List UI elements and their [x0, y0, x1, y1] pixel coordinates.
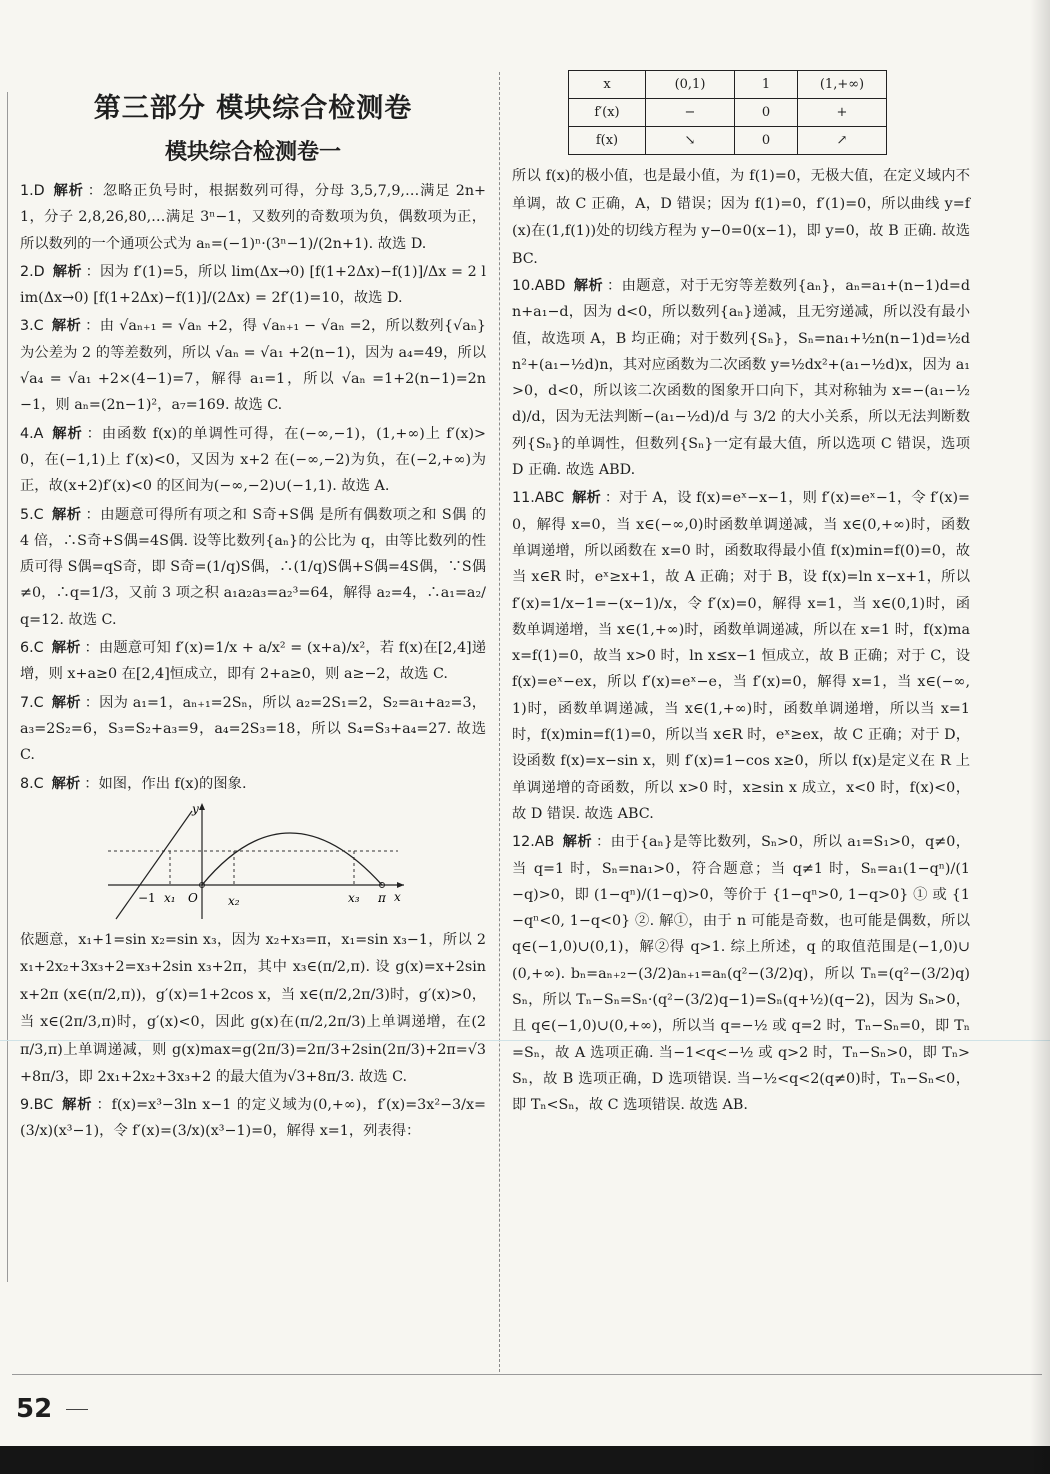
answer-item: 11.ABC 解析 ：对于 A，设 f(x)=eˣ−x−1，则 f′(x)=eˣ−1，令 f′(x)=0，解得 x=0，当 x∈(−∞,0)时函数单调递减，当 x∈(0,+∞)时，函数单调递增，所以函数在 x=0 时，函数取得最小值 f(x)min=f(0)=0，故当 x∈R 时，eˣ≥x+1，故 A 正确；对于 B，设 f(x)=ln x−x+1，所以 f′(x)=1/x−1=−(x−1)/x，令 f′(x)=0，解得 x=1，当 x∈(0,1)时，函数单调递增，当 x∈(1,+∞)时，函数单调递减，所以在 x=1 时，f(x)max=f(1)=0，故当 x>0 时，ln x≤x−1 恒成立，故 B 正确；对于 C，设 f(x)=eˣ−ex，所以 f′(x)=eˣ−e，当 f′(x)=0，解得 x=1，当 x∈(−∞,1)时，函数单调递减，当 x∈(1,+∞)时，函数单调递增，所以当 x=1 时，f(x)min=f(1)=0，所以当 x∈R 时，eˣ≥ex，故 C 正确；对于 D，设函数 f(x)=x−sin x，则 f′(x)=1−cos x≥0，所以 f(x)是定义在 R 上单调递增的奇函数，所以 x>0 时，x≥sin x 成立，x<0 时，f(x)<0，故 D 错误. 故选 ABC. [512, 490, 971, 822]
answer-number: 6.C [20, 640, 44, 657]
answer-number: 7.C [20, 694, 44, 711]
table-cell: (1,+∞) [798, 71, 887, 99]
answer-number: 3.C [20, 318, 44, 335]
footer-rule [12, 1374, 1042, 1375]
analysis-label: 解析 [51, 694, 81, 711]
answer-text: 由题意，对于无穷等差数列{aₙ}，aₙ=a₁+(n−1)d=dn+a₁−d，因为 d<0，所以数列{aₙ}递减，且无穷递减，所以没有最小值，故选项 A，B 均正确；对于数列{Sₙ}，Sₙ=na₁+½n(n−1)d=½dn²+(a₁−½d)n，其对应函数为二次函数 y=½dx²+(a₁−½d)x，因为 a₁>0，d<0，所以该二次函数的图象开口向下，其对称轴为 x=−(a₁−½d)/d，因为无法判断−(a₁−½d)/d 与 3/2 的大小关系，所以无法判断数列{Sₙ}的单调性，但数列{Sₙ}一定有最大值，所以选项 C 错误，选项 D 正确. 故选 ABD. [512, 278, 971, 479]
analysis-label: 解析 [573, 278, 603, 294]
answer-item: 12.AB 解析 ：由于{aₙ}是等比数列，Sₙ>0，所以 a₁=S₁>0，q≠0，当 q=1 时，Sₙ=na₁>0，符合题意；当 q≠1 时，Sₙ=a₁(1−qⁿ)/(1−q)>0，即 (1−qⁿ)/(1−q)>0，等价于 {1−qⁿ>0, 1−q>0} ① 或 {1−qⁿ<0, 1−q<0} ②. 解①，由于 n 可能是奇数，也可能是偶数，所以 q∈(−1,0)∪(0,1)，解②得 q>1. 综上所述，q 的取值范围是(−1,0)∪(0,+∞). bₙ=aₙ₊₂−(3/2)aₙ₊₁=aₙ(q²−(3/2)q)，所以 Tₙ=(q²−(3/2)q)Sₙ，所以 Tₙ−Sₙ=Sₙ·(q²−(3/2)q−1)=Sₙ(q+½)(q−2)，因为 Sₙ>0，且 q∈(−1,0)∪(0,+∞)，所以当 q=−½ 或 q=2 时，Tₙ−Sₙ=0，即 Tₙ=Sₙ，故 A 选项正确. 当−1<q<−½ 或 q>2 时，Tₙ−Sₙ>0，即 Tₙ>Sₙ，故 B 选项正确，D 选项错误. 当−½<q<2(q≠0)时，Tₙ−Sₙ<0，即 Tₙ<Sₙ，故 C 选项错误. 故选 AB. [512, 834, 971, 1114]
answer-number: 11.ABC [512, 490, 565, 507]
answer-item: 4.A 解析 ：由函数 f(x)的单调性可得，在(−∞,−1)，(1,+∞)上 f′(x)>0，在(−1,1)上 f′(x)<0，又因为 x+2 在(−∞,−2)为负，在(−2,+∞)为正，故(x+2)f′(x)<0 的区间为(−∞,−2)∪(−1,1). 故选 A. [20, 425, 487, 495]
scan-bottom-shadow [0, 1446, 1050, 1474]
answer-text: 由题意可得所有项之和 S奇+S偶 是所有偶数项之和 S偶 的 4 倍，∴S奇+S偶=4S偶. 设等比数列{aₙ}的公比为 q，由等比数列的性质可得 S偶=qS奇，即 S奇=(1/q)S偶，∴(1/q)S偶+S偶=4S偶，∵S偶≠0，∴q=1/3，又前 3 项之积 a₁a₂a₃=a₂³=64，解得 a₂=4，∴a₁=a₂/q=12. 故选 C. [20, 506, 487, 628]
tick-label-x1: x₁ [164, 890, 176, 905]
answer-text: 由函数 f(x)的单调性可得，在(−∞,−1)，(1,+∞)上 f′(x)>0，在(−1,1)上 f′(x)<0，又因为 x+2 在(−∞,−2)为负，在(−2,+∞)为正，故(x+2)f′(x)<0 的区间为(−∞,−2)∪(−1,1). 故选 A. [20, 425, 487, 495]
scan-edge-shadow [1030, 0, 1050, 1474]
tick-label-x3: x₃ [348, 890, 360, 905]
answer-text: 由于{aₙ}是等比数列，Sₙ>0，所以 a₁=S₁>0，q≠0，当 q=1 时，Sₙ=na₁>0，符合题意；当 q≠1 时，Sₙ=a₁(1−qⁿ)/(1−q)>0，即 (1−qⁿ)/(1−q)>0，等价于 {1−qⁿ>0, 1−q>0} ① 或 {1−qⁿ<0, 1−q<0} ②. 解①，由于 n 可能是奇数，也可能是偶数，所以 q∈(−1,0)∪(0,1)，解②得 q>1. 综上所述，q 的取值范围是(−1,0)∪(0,+∞). bₙ=aₙ₊₂−(3/2)aₙ₊₁=aₙ(q²−(3/2)q)，所以 Tₙ=(q²−(3/2)q)Sₙ，所以 Tₙ−Sₙ=Sₙ·(q²−(3/2)q−1)=Sₙ(q+½)(q−2)，因为 Sₙ>0，且 q∈(−1,0)∪(0,+∞)，所以当 q=−½ 或 q=2 时，Tₙ−Sₙ=0，即 Tₙ=Sₙ，故 A 选项正确. 当−1<q<−½ 或 q>2 时，Tₙ−Sₙ>0，即 Tₙ>Sₙ，故 B 选项正确，D 选项错误. 当−½<q<2(q≠0)时，Tₙ−Sₙ<0，即 Tₙ<Sₙ，故 C 选项错误. 故选 AB. [512, 834, 971, 1114]
answer-text: 忽略正负号时，根据数列可得，分母 3,5,7,9,…满足 2n+1，分子 2,8,26,80,…满足 3ⁿ−1，又数列的奇数项为负，偶数项为正，所以数列的一个通项公式为 aₙ=(−1)ⁿ·(3ⁿ−1)/(2n+1). 故选 D. [20, 183, 487, 252]
table-cell: ↗ [798, 127, 887, 155]
part-title: 第三部分 模块综合检测卷 [93, 93, 413, 124]
answer-item: 3.C 解析 ：由 √aₙ₊₁ = √aₙ +2，得 √aₙ₊₁ − √aₙ =2，所以数列{√aₙ}为公差为 2 的等差数列，所以 √aₙ = √a₁ +2(n−1)，因为 a₄=49，所以 √a₄ = √a₁ +2×(4−1)=7，解得 a₁=1，所以 √aₙ =1+2(n−1)=2n−1，则 aₙ=(2n−1)²，a₇=169. 故选 C. [20, 318, 487, 414]
sine-curve [202, 833, 382, 885]
table-cell: + [798, 99, 887, 127]
table-cell: − [646, 99, 735, 127]
tick-label-neg1: −1 [138, 890, 156, 905]
table-cell: ↘ [646, 127, 735, 155]
y-axis-arrow [199, 803, 205, 810]
q9-continuation: 所以 f(x)的极小值，也是最小值，为 f(1)=0，无极大值，在定义域内不单调，故 C 正确，A，D 错误；因为 f(1)=0，f′(1)=0，所以曲线 y=f(x)在(1,f(1))处的切线方程为 y−0=0(x−1)，即 y=0，故 B 正确. 故选 BC. [512, 168, 970, 267]
table-cell: f′(x) [569, 99, 646, 127]
analysis-label: 解析 [51, 318, 82, 335]
answer-text: 由题意可知 f′(x)=1/x + a/x² = (x+a)/x²，若 f(x)在[2,4]递增，则 x+a≥0 在[2,4]恒成立，即有 2+a≥0，则 a≥−2，故选 C. [20, 640, 487, 683]
q8-continuation: 依题意，x₁+1=sin x₂=sin x₃，因为 x₂+x₃=π，x₁=sin x₃−1，所以 2x₁+2x₂+3x₃+2=x₃+2sin x₃+2π，其中 x₃∈(π/2,π). 设 g(x)=x+2sin x+2π (x∈(π/2,π))，g′(x)=1+2cos x，当 x∈(π/2,2π/3)时，g′(x)>0，当 x∈(2π/3,π)时，g′(x)<0，因此 g(x)在(π/2,2π/3)上单调递增，在(2π/3,π)上单调递减，则 g(x)max=g(2π/3)=2π/3+2sin(2π/3)+2π=√3+8π/3，即 2x₁+2x₂+3x₃+2 的最大值为√3+8π/3. 故选 C. [20, 931, 486, 1086]
table-cell: x [569, 71, 646, 99]
answer-number: 8.C [20, 775, 44, 792]
analysis-label: 解析 [51, 640, 81, 657]
tick-label-x2: x₂ [228, 893, 240, 908]
table-row [569, 99, 887, 127]
right-column [512, 70, 970, 1121]
page-number: 52 [16, 1394, 53, 1424]
answer-number: 2.D [20, 263, 45, 280]
answer-item: 2.D 解析 ：因为 f′(1)=5，所以 lim(Δx→0) [f(1+2Δx)−f(1)]/Δx = 2 lim(Δx→0) [f(1+2Δx)−f(1)]/(2Δx) = 2f′(1)=10，故选 D. [20, 263, 486, 307]
answer-number: 10.ABD [512, 278, 566, 294]
analysis-label: 解析 [51, 506, 82, 523]
origin-label: O [188, 890, 198, 905]
binding-rule [7, 92, 8, 1282]
table-row [569, 127, 887, 155]
function-graph-figure [106, 801, 406, 921]
answer-text: 由 √aₙ₊₁ = √aₙ +2，得 √aₙ₊₁ − √aₙ =2，所以数列{√aₙ}为公差为 2 的等差数列，所以 √aₙ = √a₁ +2(n−1)，因为 a₄=49，所以 √a₄ = √a₁ +2×(4−1)=7，解得 a₁=1，所以 √aₙ =1+2(n−1)=2n−1，则 aₙ=(2n−1)²，a₇=169. 故选 C. [20, 318, 487, 414]
answer-text: 因为 a₁=1，aₙ₊₁=2Sₙ，所以 a₂=2S₁=2，S₂=a₁+a₂=3，a₃=2S₂=6，S₃=S₂+a₃=9，a₄=2S₃=18，所以 S₄=S₃+a₄=27. 故选 C. [20, 694, 486, 764]
column-divider [499, 72, 500, 1372]
y-axis-label: y [192, 801, 199, 816]
answer-item: 1.D 解析 ：忽略正负号时，根据数列可得，分母 3,5,7,9,…满足 2n+1，分子 2,8,26,80,…满足 3ⁿ−1，又数列的奇数项为负，偶数项为正，所以数列的一个通项公式为 aₙ=(−1)ⁿ·(3ⁿ−1)/(2n+1). 故选 D. [20, 183, 487, 252]
analysis-label: 解析 [61, 1096, 93, 1113]
table-cell: 0 [735, 127, 798, 155]
table-header-row [569, 71, 887, 99]
x-axis-label: x [394, 889, 401, 904]
answer-text: 如图，作出 f(x)的图象. [98, 775, 247, 792]
analysis-label: 解析 [51, 425, 83, 442]
analysis-label: 解析 [562, 834, 592, 851]
answer-item: 8.C 解析 ：如图，作出 f(x)的图象. [20, 775, 247, 792]
answer-text: f(x)=x³−3ln x−1 的定义域为(0,+∞)，f′(x)=3x²−3/x=(3/x)(x³−1)，令 f′(x)=(3/x)(x³−1)=0，解得 x=1，列表得： [20, 1096, 487, 1140]
answer-number: 12.AB [512, 834, 555, 851]
answer-item: 9.BC 解析 ：f(x)=x³−3ln x−1 的定义域为(0,+∞)，f′(x)=3x²−3/x=(3/x)(x³−1)，令 f′(x)=(3/x)(x³−1)=0，解得 x=1，列表得： [20, 1096, 487, 1140]
analysis-label: 解析 [51, 775, 81, 792]
answer-item: 5.C 解析 ：由题意可得所有项之和 S奇+S偶 是所有偶数项之和 S偶 的 4 倍，∴S奇+S偶=4S偶. 设等比数列{aₙ}的公比为 q，由等比数列的性质可得 S偶=qS奇，即 S奇=(1/q)S偶，∴(1/q)S偶+S偶=4S偶，∵S偶≠0，∴q=1/3，又前 3 项之积 a₁a₂a₃=a₂³=64，解得 a₂=4，∴a₁=a₂/q=12. 故选 C. [20, 506, 487, 628]
table-cell: f(x) [569, 127, 646, 155]
table-cell: 0 [735, 99, 798, 127]
exam-title: 模块综合检测卷一 [164, 140, 341, 165]
x-axis-arrow [397, 882, 404, 888]
analysis-label: 解析 [572, 490, 601, 507]
answer-number: 1.D [20, 183, 45, 199]
answer-text: 因为 f′(1)=5，所以 lim(Δx→0) [f(1+2Δx)−f(1)]/Δx = 2 lim(Δx→0) [f(1+2Δx)−f(1)]/(2Δx) = 2f′(1)=10，故选 D. [20, 263, 486, 307]
left-column [20, 86, 486, 1146]
answer-item: 6.C 解析 ：由题意可知 f′(x)=1/x + a/x² = (x+a)/x²，若 f(x)在[2,4]递增，则 x+a≥0 在[2,4]恒成立，即有 2+a≥0，则 a≥−2，故选 C. [20, 640, 487, 683]
sign-table [568, 70, 887, 155]
answer-number: 5.C [20, 506, 44, 523]
answer-item: 7.C 解析 ：因为 a₁=1，aₙ₊₁=2Sₙ，所以 a₂=2S₁=2，S₂=a₁+a₂=3，a₃=2S₂=6，S₃=S₂+a₃=9，a₄=2S₃=18，所以 S₄=S₃+a₄=27. 故选 C. [20, 694, 486, 764]
analysis-label: 解析 [52, 183, 84, 199]
analysis-label: 解析 [52, 263, 82, 280]
answer-number: 9.BC [20, 1096, 54, 1113]
answer-item: 10.ABD 解析 ：由题意，对于无穷等差数列{aₙ}，aₙ=a₁+(n−1)d=dn+a₁−d，因为 d<0，所以数列{aₙ}递减，且无穷递减，所以没有最小值，故选项 A，B 均正确；对于数列{Sₙ}，Sₙ=na₁+½n(n−1)d=½dn²+(a₁−½d)n，其对应函数为二次函数 y=½dx²+(a₁−½d)x，因为 a₁>0，d<0，所以该二次函数的图象开口向下，其对称轴为 x=−(a₁−½d)/d，因为无法判断−(a₁−½d)/d 与 3/2 的大小关系，所以无法判断数列{Sₙ}的单调性，但数列{Sₙ}一定有最大值，所以选项 C 错误，选项 D 正确. 故选 ABD. [512, 278, 971, 479]
table-cell: (0,1) [646, 71, 735, 99]
table-cell: 1 [735, 71, 798, 99]
answer-number: 4.A [20, 425, 44, 442]
answer-text: 对于 A，设 f(x)=eˣ−x−1，则 f′(x)=eˣ−1，令 f′(x)=0，解得 x=0，当 x∈(−∞,0)时函数单调递减，当 x∈(0,+∞)时，函数单调递增，所以函数在 x=0 时，函数取得最小值 f(x)min=f(0)=0，故当 x∈R 时，eˣ≥x+1，故 A 正确；对于 B，设 f(x)=ln x−x+1，所以 f′(x)=1/x−1=−(x−1)/x，令 f′(x)=0，解得 x=1，当 x∈(0,1)时，函数单调递增，当 x∈(1,+∞)时，函数单调递减，所以在 x=1 时，f(x)max=f(1)=0，故当 x>0 时，ln x≤x−1 恒成立，故 B 正确；对于 C，设 f(x)=eˣ−ex，所以 f′(x)=eˣ−e，当 f′(x)=0，解得 x=1，当 x∈(−∞,1)时，函数单调递减，当 x∈(1,+∞)时，函数单调递增，所以当 x=1 时，f(x)min=f(1)=0，所以当 x∈R 时，eˣ≥ex，故 C 正确；对于 D，设函数 f(x)=x−sin x，则 f′(x)=1−cos x≥0，所以 f(x)是定义在 R 上单调递增的奇函数，所以 x>0 时，x≥sin x 成立，x<0 时，f(x)<0，故 D 错误. 故选 ABC. [512, 490, 971, 822]
tick-label-pi: π [378, 890, 386, 905]
page-number-dash [66, 1409, 88, 1410]
